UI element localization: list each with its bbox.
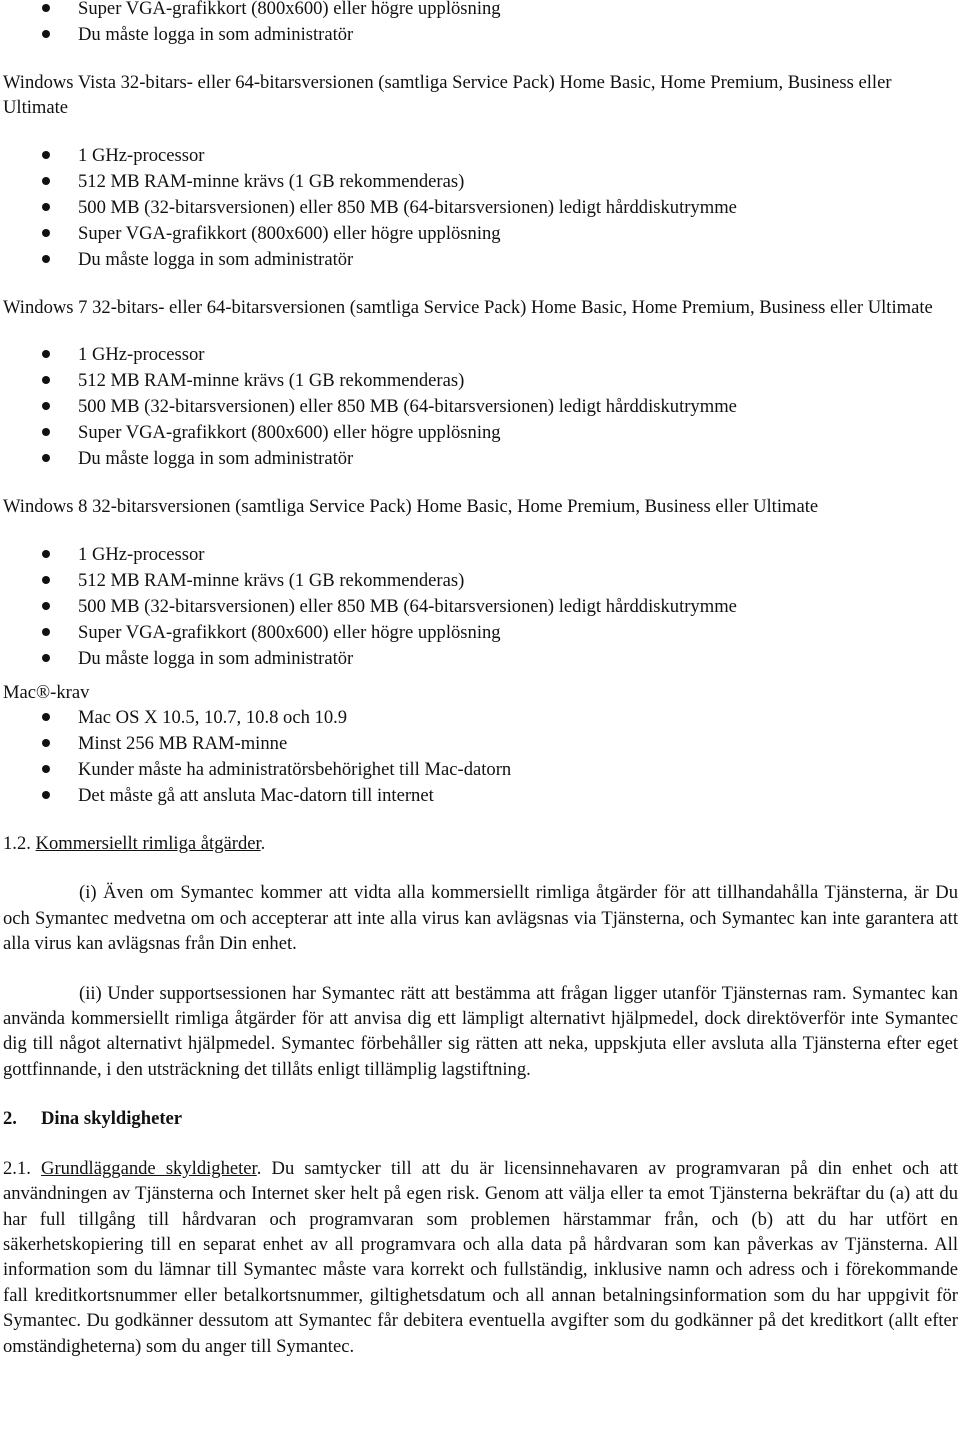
list-item: Super VGA-grafikkort (800x600) eller högre upplösning: [3, 420, 958, 446]
section-1-2-title: Kommersiellt rimliga åtgärder: [35, 833, 261, 855]
win8-requirements-list: [3, 542, 958, 672]
list-item: 500 MB (32-bitarsversionen) eller 850 MB (64-bitarsversionen) ledigt hårddiskutrymme: [3, 594, 958, 620]
list-item: Kunder måste ha administratörsbehörighet till Mac-datorn: [3, 757, 958, 783]
win7-heading: Windows 7 32-bitars- eller 64-bitarsversionen (samtliga Service Pack) Home Basic, Home Premium, Business eller Ultimate: [3, 296, 933, 318]
mac-heading: Mac®-krav: [3, 681, 90, 703]
bullet-icon: [42, 791, 50, 799]
bullet-icon: [42, 229, 50, 237]
list-item: Det måste gå att ansluta Mac-datorn till internet: [3, 783, 958, 809]
bullet-icon: [42, 765, 50, 773]
bullet-icon: [42, 376, 50, 384]
bullet-icon: [42, 576, 50, 584]
bullet-icon: [42, 550, 50, 558]
bullet-icon: [42, 4, 50, 12]
list-item: Du måste logga in som administratör: [3, 22, 958, 48]
list-item: 1 GHz-processor: [3, 143, 958, 169]
list-item: Super VGA-grafikkort (800x600) eller högre upplösning: [3, 620, 958, 646]
bullet-icon: [42, 255, 50, 263]
bullet-icon: [42, 628, 50, 636]
bullet-icon: [42, 454, 50, 462]
bullet-icon: [42, 30, 50, 38]
list-item: Du måste logga in som administratör: [3, 446, 958, 472]
vista-requirements-list: [3, 143, 958, 273]
list-item: 500 MB (32-bitarsversionen) eller 850 MB (64-bitarsversionen) ledigt hårddiskutrymme: [3, 195, 958, 221]
bullet-icon: [42, 350, 50, 358]
section-2-1-paragraph: 2.1. Grundläggande skyldigheter. Du samtycker till att du är licensinnehavaren av programvaran på din enhet och att användningen av Tjänsterna och Internet sker helt på egen risk. Genom att välja eller ta emot Tjänsterna bekräftar du (a) att du har full tillgång till hårdvaran och programvaran som problemen härstammar från, och (b) att du har utfört en säkerhetskopiering till en separat enhet av all programvara och alla data på hårdvaran som kan påverkas av Tjänsterna. All information som du lämnar till Symantec måste vara korrekt och fullständig, inklusive namn och adress och i förekommande fall kreditkortsnummer eller betalkortsnummer, giltighetsdatum och all annan betalningsinformation som du har uppgivit för Symantec. Du godkänner dessutom att Symantec får debitera eventuella avgifter som du godkänner på det kreditkort (allt efter omständigheterna) som du anger till Symantec.: [3, 1157, 958, 1357]
list-item: 1 GHz-processor: [3, 542, 958, 568]
win8-heading: Windows 8 32-bitarsversionen (samtliga Service Pack) Home Basic, Home Premium, Business eller Ultimate: [3, 496, 819, 518]
top-requirements-list: [3, 0, 958, 48]
bullet-icon: [42, 177, 50, 185]
section-2-1-title: Grundläggande skyldigheter: [41, 1157, 257, 1179]
section-1-2-heading: 1.2. Kommersiellt rimliga åtgärder.: [3, 833, 266, 855]
bullet-icon: [42, 602, 50, 610]
paragraph-ii: (ii) Under supportsessionen har Symantec rätt att bestämma att frågan ligger utanför Tjänsternas ram. Symantec kan använda kommersiellt rimliga åtgärder för att anvisa dig ett lämpligt alternativt hjälpmedel, dock direktöverför inte Symantec dig till något alternativt hjälpmedel. Symantec förbehåller sig rätten att neka, uppskjuta eller avsluta alla Tjänsterna efter eget gottfinnande, i den utsträckning det tillåts enligt tillämplig lagstiftning.: [3, 982, 958, 1080]
list-item: 512 MB RAM-minne krävs (1 GB rekommenderas): [3, 169, 958, 195]
bullet-icon: [42, 203, 50, 211]
list-item: 500 MB (32-bitarsversionen) eller 850 MB (64-bitarsversionen) ledigt hårddiskutrymme: [3, 394, 958, 420]
list-item: Minst 256 MB RAM-minne: [3, 731, 958, 757]
list-item: 512 MB RAM-minne krävs (1 GB rekommenderas): [3, 368, 958, 394]
mac-requirements-list: [3, 705, 958, 809]
bullet-icon: [42, 428, 50, 436]
list-item: Super VGA-grafikkort (800x600) eller högre upplösning: [3, 0, 958, 22]
bullet-icon: [42, 713, 50, 721]
list-item: Super VGA-grafikkort (800x600) eller högre upplösning: [3, 221, 958, 247]
win7-requirements-list: [3, 342, 958, 472]
vista-heading: Windows Vista 32-bitars- eller 64-bitarsversionen (samtliga Service Pack) Home Basic, Home Premium, Business eller Ultimate: [3, 72, 892, 119]
bullet-icon: [42, 402, 50, 410]
section-2-heading: 2. Dina skyldigheter: [3, 1108, 183, 1130]
bullet-icon: [42, 654, 50, 662]
list-item: Du måste logga in som administratör: [3, 646, 958, 672]
bullet-icon: [42, 739, 50, 747]
list-item: Mac OS X 10.5, 10.7, 10.8 och 10.9: [3, 705, 958, 731]
list-item: 512 MB RAM-minne krävs (1 GB rekommenderas): [3, 568, 958, 594]
list-item: 1 GHz-processor: [3, 342, 958, 368]
paragraph-i: (i) Även om Symantec kommer att vidta alla kommersiellt rimliga åtgärder för att tillhandahålla Tjänsterna, är Du och Symantec medvetna om och accepterar att inte alla virus kan avlägsnas via Tjänsterna, och Symantec kan inte garantera att alla virus kan avlägsnas från Din enhet.: [3, 882, 958, 955]
list-item: Du måste logga in som administratör: [3, 247, 958, 273]
bullet-icon: [42, 151, 50, 159]
document-page: [3, 0, 958, 1359]
